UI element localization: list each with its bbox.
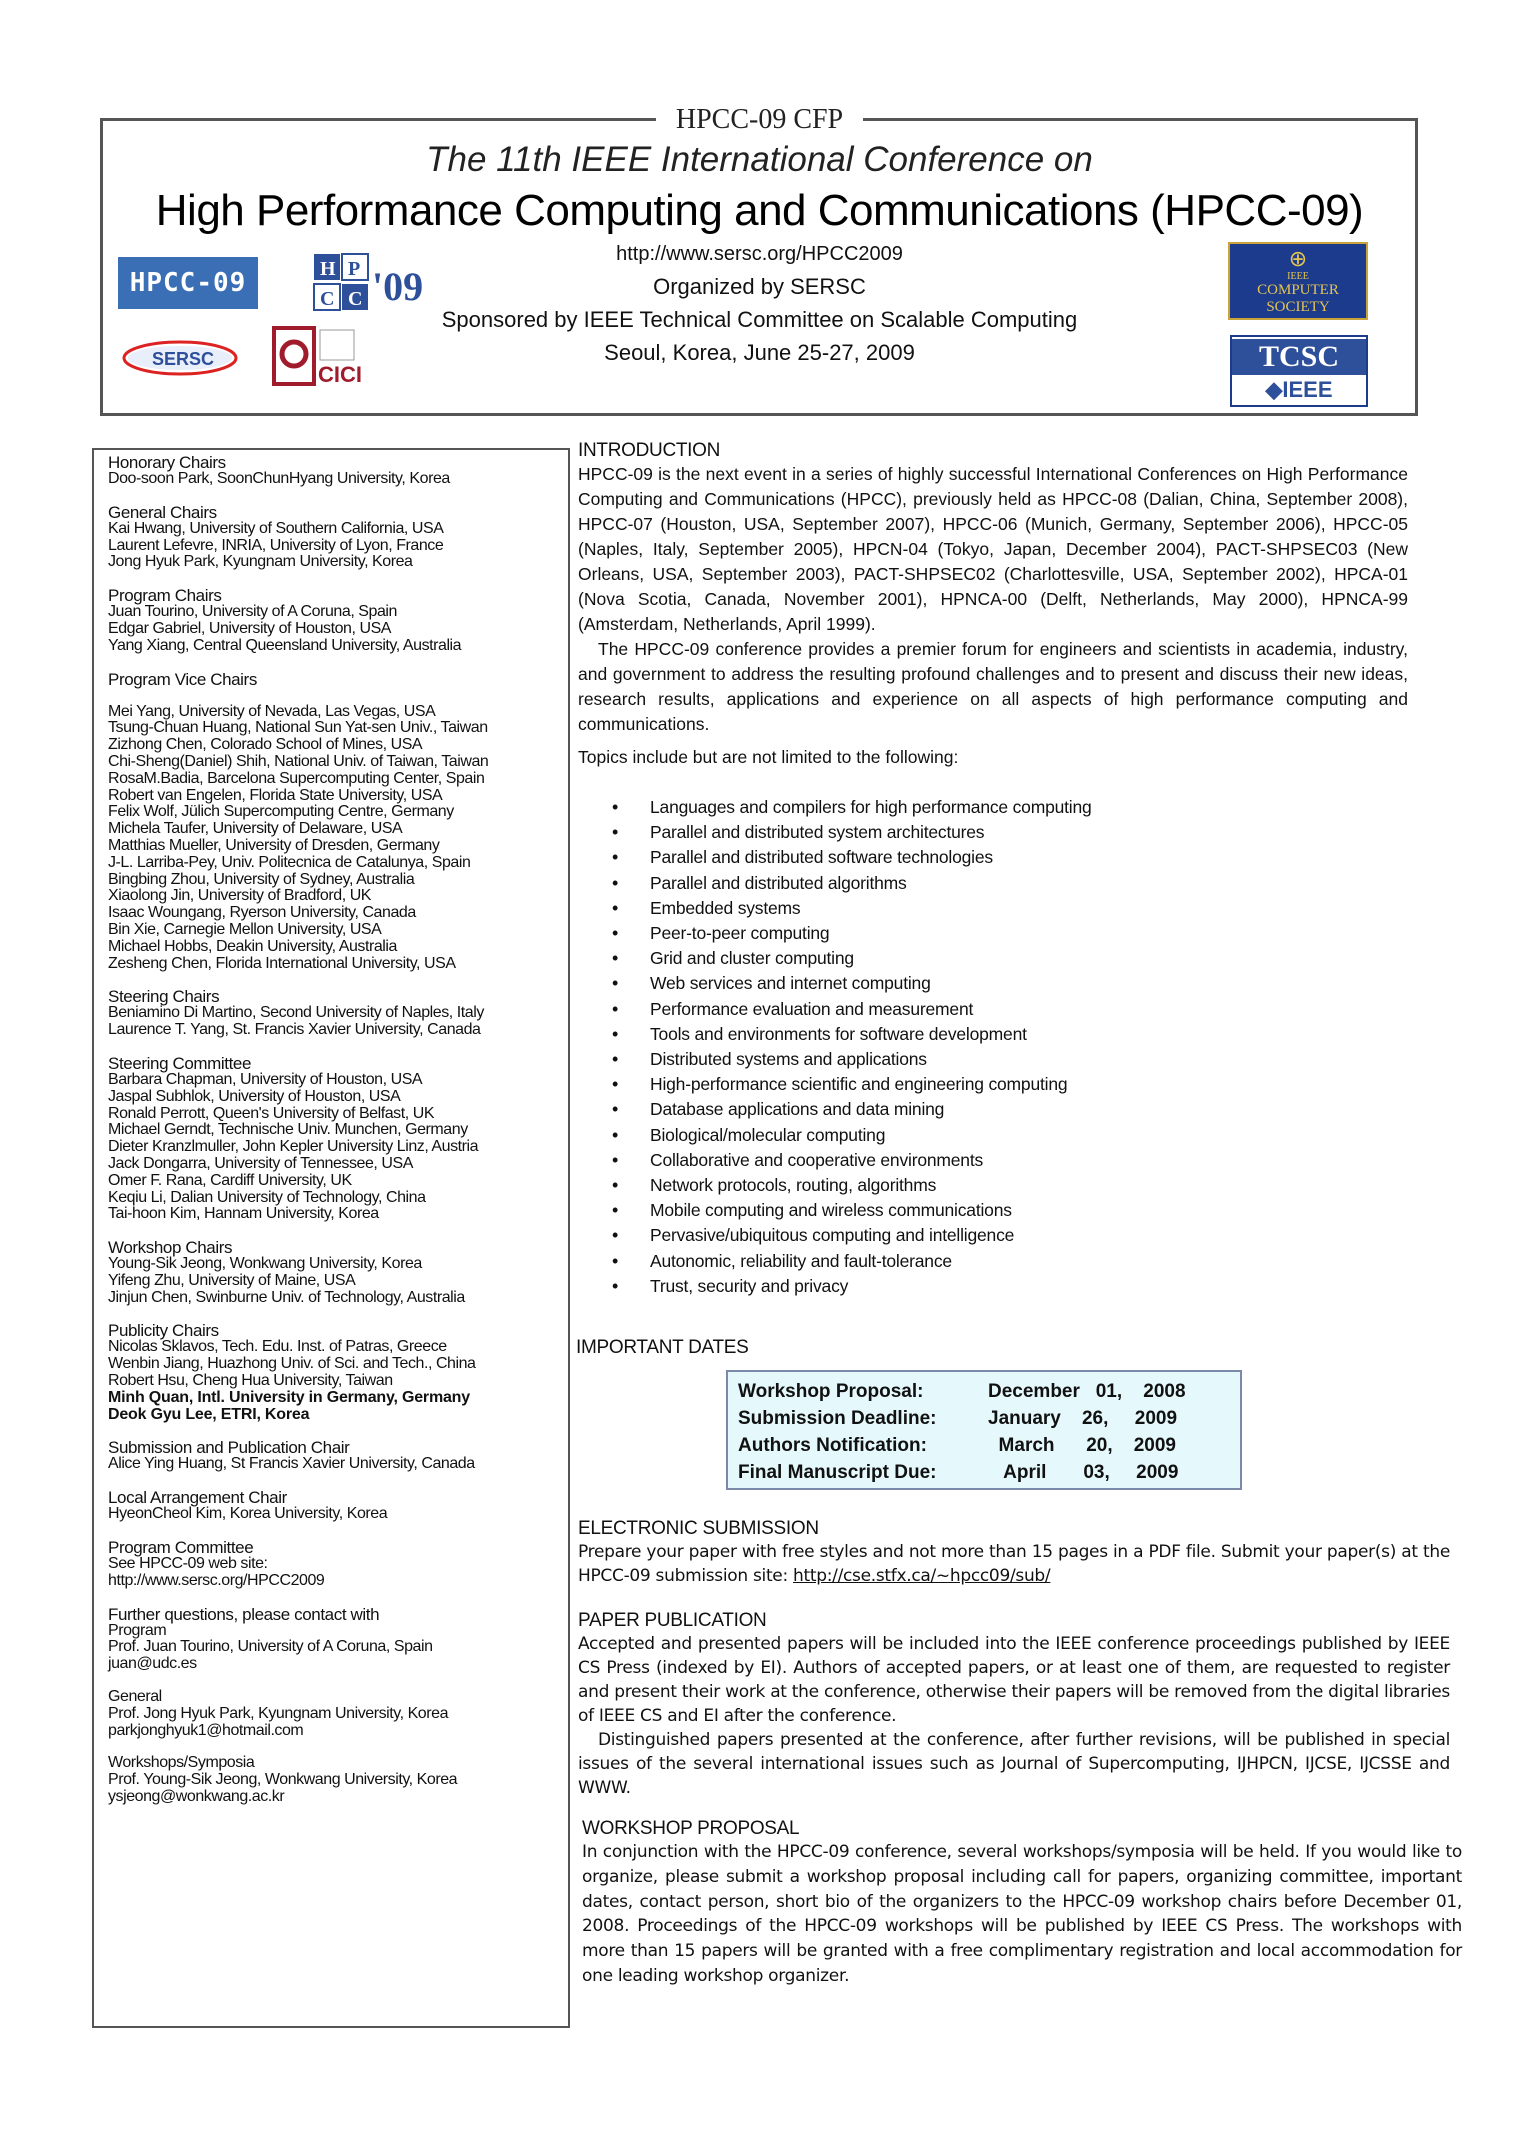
svg-text:P: P	[348, 258, 361, 280]
committee-member: Minh Quan, Intl. University in Germany, Germany	[108, 1388, 470, 1406]
conference-title: High Performance Computing and Communications (HPCC-09)	[155, 186, 1364, 235]
date-value: January 26, 2009	[988, 1408, 1178, 1429]
introduction-heading: INTRODUCTION	[578, 440, 721, 461]
publication-paragraph-2: Distinguished papers presented at the conference, after further revisions, will be published in special issues of the several international issues such as Journal of Supercomputing, IJHPCN, IJCSE, IJCSSE and WWW.	[578, 1730, 1450, 1798]
committee-member: Michela Taufer, University of Delaware, USA	[108, 820, 403, 838]
committee-member: Alice Ying Huang, St Francis Xavier University, Canada	[108, 1455, 475, 1473]
submission-paragraph	[578, 1540, 1450, 1588]
topic-item: • Peer-to-peer computing	[578, 921, 1408, 946]
ieee-computer-society-logo	[1228, 242, 1368, 320]
date-label: Workshop Proposal:	[738, 1381, 924, 1402]
important-dates-table	[726, 1370, 1242, 1490]
date-value: December 01, 2008	[988, 1381, 1186, 1402]
topic-item: • Mobile computing and wireless communications	[578, 1198, 1408, 1223]
committee-member: Chi-Sheng(Daniel) Shih, National Univ. of Taiwan, Taiwan	[108, 752, 489, 770]
submission-text: Prepare your paper with free styles and not more than 15 pages in a PDF file. Submit your paper(s) at the HPCC-09 submission site:	[578, 1542, 1450, 1586]
important-dates-heading: IMPORTANT DATES	[576, 1337, 749, 1358]
committee-heading: Further questions, please contact with	[108, 1604, 380, 1624]
committee-member: Program	[108, 1621, 167, 1639]
committee-section	[108, 1689, 560, 1739]
cs-emblem-icon: ⊕	[1288, 245, 1308, 271]
committee-member: Nicolas Sklavos, Tech. Edu. Inst. of Patras, Greece	[108, 1338, 447, 1356]
committee-member: Zizhong Chen, Colorado School of Mines, USA	[108, 736, 423, 754]
location-line: Seoul, Korea, June 25-27, 2009	[604, 340, 915, 365]
committee-member: Zesheng Chen, Florida International University, USA	[108, 954, 456, 972]
date-row	[738, 1432, 1240, 1459]
tcsc-logo-text: TCSC	[1232, 339, 1366, 375]
committee-heading: Program Committee	[108, 1538, 254, 1558]
committee-member: Prof. Juan Tourino, University of A Coruna, Spain	[108, 1638, 433, 1656]
introduction-paragraph-2: The HPCC-09 conference provides a premier forum for engineers and scientists in academia, industry, and government to address the resulting profound challenges and to present and discuss their new ideas, research results, applications and experience on all aspects of high performance computing and communications.	[578, 639, 1408, 734]
cs-logo-top: IEEE	[1287, 271, 1309, 283]
svg-text:H: H	[320, 258, 336, 280]
cici-logo-text: CICI	[318, 362, 362, 387]
committee-heading: Steering Committee	[108, 1053, 252, 1073]
topic-item: • Autonomic, reliability and fault-tolerance	[578, 1249, 1408, 1274]
date-row	[738, 1405, 1240, 1432]
topic-item: • Database applications and data mining	[578, 1097, 1408, 1122]
committee-member: Juan Tourino, University of A Coruna, Spain	[108, 603, 397, 621]
committee-member: Laurent Lefevre, INRIA, University of Lyon, France	[108, 536, 444, 554]
committee-member[interactable]: http://www.sersc.org/HPCC2009	[108, 1571, 325, 1589]
committee-member: Robert van Engelen, Florida State University, USA	[108, 786, 443, 804]
committee-member: HyeonCheol Kim, Korea University, Korea	[108, 1505, 388, 1523]
date-label: Authors Notification:	[738, 1435, 927, 1456]
tcsc-ieee-logo	[1230, 335, 1368, 407]
date-value: March 20, 2009	[988, 1435, 1176, 1456]
committee-member: Xiaolong Jin, University of Bradford, UK	[108, 887, 372, 905]
committee-member: Ronald Perrott, Queen's University of Belfast, UK	[108, 1104, 435, 1122]
topic-item: • Network protocols, routing, algorithms	[578, 1173, 1408, 1198]
committee-section	[108, 704, 560, 973]
svg-text:C: C	[348, 288, 363, 310]
topics-intro: Topics include but are not limited to the following:	[578, 747, 959, 767]
committee-member: Wenbin Jiang, Huazhong Univ. of Sci. and Tech., China	[108, 1355, 476, 1373]
committee-section	[108, 1055, 560, 1223]
committee-heading: Submission and Publication Chair	[108, 1438, 350, 1458]
committee-member: Michael Hobbs, Deakin University, Australia	[108, 937, 397, 955]
committee-member: Edgar Gabriel, University of Houston, USA	[108, 619, 392, 637]
committee-member: Prof. Young-Sik Jeong, Wonkwang University, Korea	[108, 1771, 458, 1789]
svg-text:C: C	[320, 288, 335, 310]
topic-item: • Tools and environments for software development	[578, 1022, 1408, 1047]
committee-member: Jaspal Subhlok, University of Houston, USA	[108, 1087, 401, 1105]
topics-list	[578, 795, 1408, 1299]
publication-section	[578, 1610, 1450, 1800]
sersc-logo	[118, 332, 258, 380]
cfp-title	[0, 104, 1519, 136]
committee-member: Jong Hyuk Park, Kyungnam University, Korea	[108, 553, 413, 571]
committee-member: Yifeng Zhu, University of Maine, USA	[108, 1271, 356, 1289]
committee-heading: Local Arrangement Chair	[108, 1488, 287, 1508]
sersc-logo-text: SERSC	[152, 349, 215, 369]
committee-section	[108, 587, 560, 654]
committee-member: Beniamino Di Martino, Second University of Naples, Italy	[108, 1004, 484, 1022]
topic-item: • Distributed systems and applications	[578, 1047, 1408, 1072]
committee-member: Doo-soon Park, SoonChunHyang University, Korea	[108, 470, 450, 487]
topic-item: • Languages and compilers for high performance computing	[578, 795, 1408, 820]
committee-member: Felix Wolf, Jülich Supercomputing Centre, Germany	[108, 803, 454, 821]
topic-item: • Biological/molecular computing	[578, 1123, 1408, 1148]
committee-member: Prof. Jong Hyuk Park, Kyungnam University, Korea	[108, 1704, 449, 1722]
committee-member: RosaM.Badia, Barcelona Supercomputing Center, Spain	[108, 769, 485, 787]
workshop-heading: WORKSHOP PROPOSAL	[582, 1818, 800, 1839]
committee-member: J-L. Larriba-Pey, Univ. Politecnica de Catalunya, Spain	[108, 853, 471, 871]
workshop-section	[582, 1818, 1462, 1989]
date-value: April 03, 2009	[988, 1462, 1179, 1483]
ieee-logo-text: IEEE	[1282, 377, 1333, 402]
committee-member: Matthias Mueller, University of Dresden, Germany	[108, 836, 440, 854]
committee-member: Young-Sik Jeong, Wonkwang University, Korea	[108, 1255, 422, 1273]
committee-member: Workshops/Symposia	[108, 1754, 255, 1772]
date-row	[738, 1459, 1240, 1486]
topic-item: • Pervasive/ubiquitous computing and intelligence	[578, 1223, 1408, 1248]
topic-item: • Collaborative and cooperative environments	[578, 1148, 1408, 1173]
committee-section	[108, 504, 560, 571]
cs-logo-line1: COMPUTER	[1257, 282, 1339, 299]
committee-member: Bingbing Zhou, University of Sydney, Australia	[108, 870, 415, 888]
hpcc09-year: '09	[372, 264, 424, 309]
committee-member[interactable]: parkjonghyuk1@hotmail.com	[108, 1721, 304, 1739]
committee-heading: Program Vice Chairs	[108, 669, 257, 689]
committee-member: Jinjun Chen, Swinburne Univ. of Technology, Australia	[108, 1288, 465, 1306]
committee-section	[108, 454, 560, 488]
committee-member: Kai Hwang, University of Southern California, USA	[108, 519, 444, 537]
committee-member: Mei Yang, University of Nevada, Las Vegas, USA	[108, 702, 436, 720]
committee-member: Omer F. Rana, Cardiff University, UK	[108, 1171, 352, 1189]
committee-section	[108, 1439, 560, 1473]
date-row	[738, 1378, 1240, 1405]
committee-member: Yang Xiang, Central Queensland University, Australia	[108, 636, 462, 654]
committee-member: Bin Xie, Carnegie Mellon University, USA	[108, 920, 382, 938]
committee-heading: Honorary Chairs	[108, 453, 226, 472]
committee-member: General	[108, 1688, 162, 1706]
committee-member: Isaac Woungang, Ryerson University, Canada	[108, 904, 416, 922]
committee-member: Robert Hsu, Cheng Hua University, Taiwan	[108, 1372, 393, 1390]
committee-section	[108, 1755, 560, 1805]
committee-heading: General Chairs	[108, 502, 217, 522]
committee-section	[108, 1322, 560, 1423]
committee-member: Barbara Chapman, University of Houston, USA	[108, 1070, 423, 1088]
committee-member: Tsung-Chuan Huang, National Sun Yat-sen Univ., Taiwan	[108, 719, 488, 737]
topic-item: • High-performance scientific and engineering computing	[578, 1072, 1408, 1097]
date-label: Submission Deadline:	[738, 1408, 937, 1429]
committee-member: Keqiu Li, Dalian University of Technology, China	[108, 1188, 426, 1206]
submission-section	[578, 1518, 1450, 1588]
committee-section	[108, 671, 560, 688]
committee-section	[108, 1489, 560, 1523]
date-label: Final Manuscript Due:	[738, 1462, 937, 1483]
workshop-paragraph: In conjunction with the HPCC-09 conference, several workshops/symposia will be held. If you would like to organize, please submit a workshop proposal including call for papers, organizing committee, important dates, contact person, short bio of the organizers to the HPCC-09 workshop chairs before December 01, 2008. Proceedings of the HPCC-09 workshops will be published by IEEE CS Press. The workshops with more than 15 papers will be granted with a free complimentary registration and local accommodation for one leading workshop organizer.	[582, 1842, 1462, 1986]
topic-item: • Parallel and distributed system architectures	[578, 820, 1408, 845]
committee-heading: Steering Chairs	[108, 987, 220, 1007]
committee-member: Jack Dongarra, University of Tennessee, USA	[108, 1154, 413, 1172]
ieee-diamond-icon: ◆	[1265, 377, 1283, 402]
submission-heading: ELECTRONIC SUBMISSION	[578, 1518, 819, 1539]
topic-item: • Performance evaluation and measurement	[578, 997, 1408, 1022]
cici-logo	[272, 326, 382, 388]
main-content	[578, 440, 1408, 1299]
cs-logo-line2: SOCIETY	[1266, 298, 1330, 315]
committee-member: Michael Gerndt, Technische Univ. Munchen, Germany	[108, 1121, 468, 1139]
committee-panel	[92, 448, 570, 2028]
introduction-paragraph-1: HPCC-09 is the next event in a series of highly successful International Conferences on High Performance Computing and Communications (HPCC), previously held as HPCC-08 (Dalian, China, September 2008), HPCC-07 (Houston, USA, September 2007), HPCC-06 (Munich, Germany, September 2006), HPCC-05 (Naples, Italy, September 2005), HPCN-04 (Tokyo, Japan, December 2004), PACT-SHPSEC03 (New Orleans, USA, September 2003), PACT-SHPSEC02 (Charlottesville, USA, September 2002), HPCA-01 (Nova Scotia, Canada, November 2001), HPNCA-00 (Delft, Netherlands, May 2000), HPNCA-99 (Amsterdam, Netherlands, April 1999).	[578, 464, 1408, 634]
committee-section	[108, 988, 560, 1039]
committee-heading: Program Chairs	[108, 586, 222, 606]
topic-item: • Parallel and distributed algorithms	[578, 871, 1408, 896]
committee-heading: Publicity Chairs	[108, 1321, 219, 1341]
organizer-line: Organized by SERSC	[653, 274, 866, 299]
conference-url[interactable]: http://www.sersc.org/HPCC2009	[616, 243, 903, 265]
publication-heading: PAPER PUBLICATION	[578, 1610, 767, 1631]
hpcc09-alt-logo	[312, 252, 462, 314]
topic-item: • Trust, security and privacy	[578, 1274, 1408, 1299]
sponsor-line: Sponsored by IEEE Technical Committee on Scalable Computing	[441, 307, 1078, 332]
committee-heading: Workshop Chairs	[108, 1238, 233, 1258]
conference-subtitle: The 11th IEEE International Conference on	[426, 140, 1093, 179]
committee-section	[108, 1539, 560, 1590]
committee-member: Tai-hoon Kim, Hannam University, Korea	[108, 1205, 379, 1223]
topic-item: • Grid and cluster computing	[578, 946, 1408, 971]
committee-member: Dieter Kranzlmuller, John Kepler University Linz, Austria	[108, 1138, 479, 1156]
committee-member: See HPCC-09 web site:	[108, 1555, 268, 1573]
hpcc09-logo: HPCC-09	[118, 257, 258, 309]
topic-item: • Web services and internet computing	[578, 971, 1408, 996]
topic-item: • Embedded systems	[578, 896, 1408, 921]
committee-member[interactable]: ysjeong@wonkwang.ac.kr	[108, 1788, 285, 1806]
committee-member[interactable]: juan@udc.es	[108, 1655, 197, 1673]
committee-section	[108, 1606, 560, 1673]
submission-link[interactable]: http://cse.stfx.ca/~hpcc09/sub/	[793, 1566, 1051, 1586]
committee-member: Deok Gyu Lee, ETRI, Korea	[108, 1405, 310, 1423]
cfp-title-text: HPCC-09 CFP	[656, 104, 863, 135]
committee-member: Laurence T. Yang, St. Francis Xavier University, Canada	[108, 1021, 481, 1039]
topic-item: • Parallel and distributed software technologies	[578, 845, 1408, 870]
committee-section	[108, 1239, 560, 1306]
publication-paragraph-1: Accepted and presented papers will be included into the IEEE conference proceedings published by IEEE CS Press (indexed by EI). Authors of accepted papers, or at least one of them, are requested to register and present their work at the conference, otherwise their papers will be removed from the digital libraries of IEEE CS and EI after the conference.	[578, 1634, 1450, 1726]
